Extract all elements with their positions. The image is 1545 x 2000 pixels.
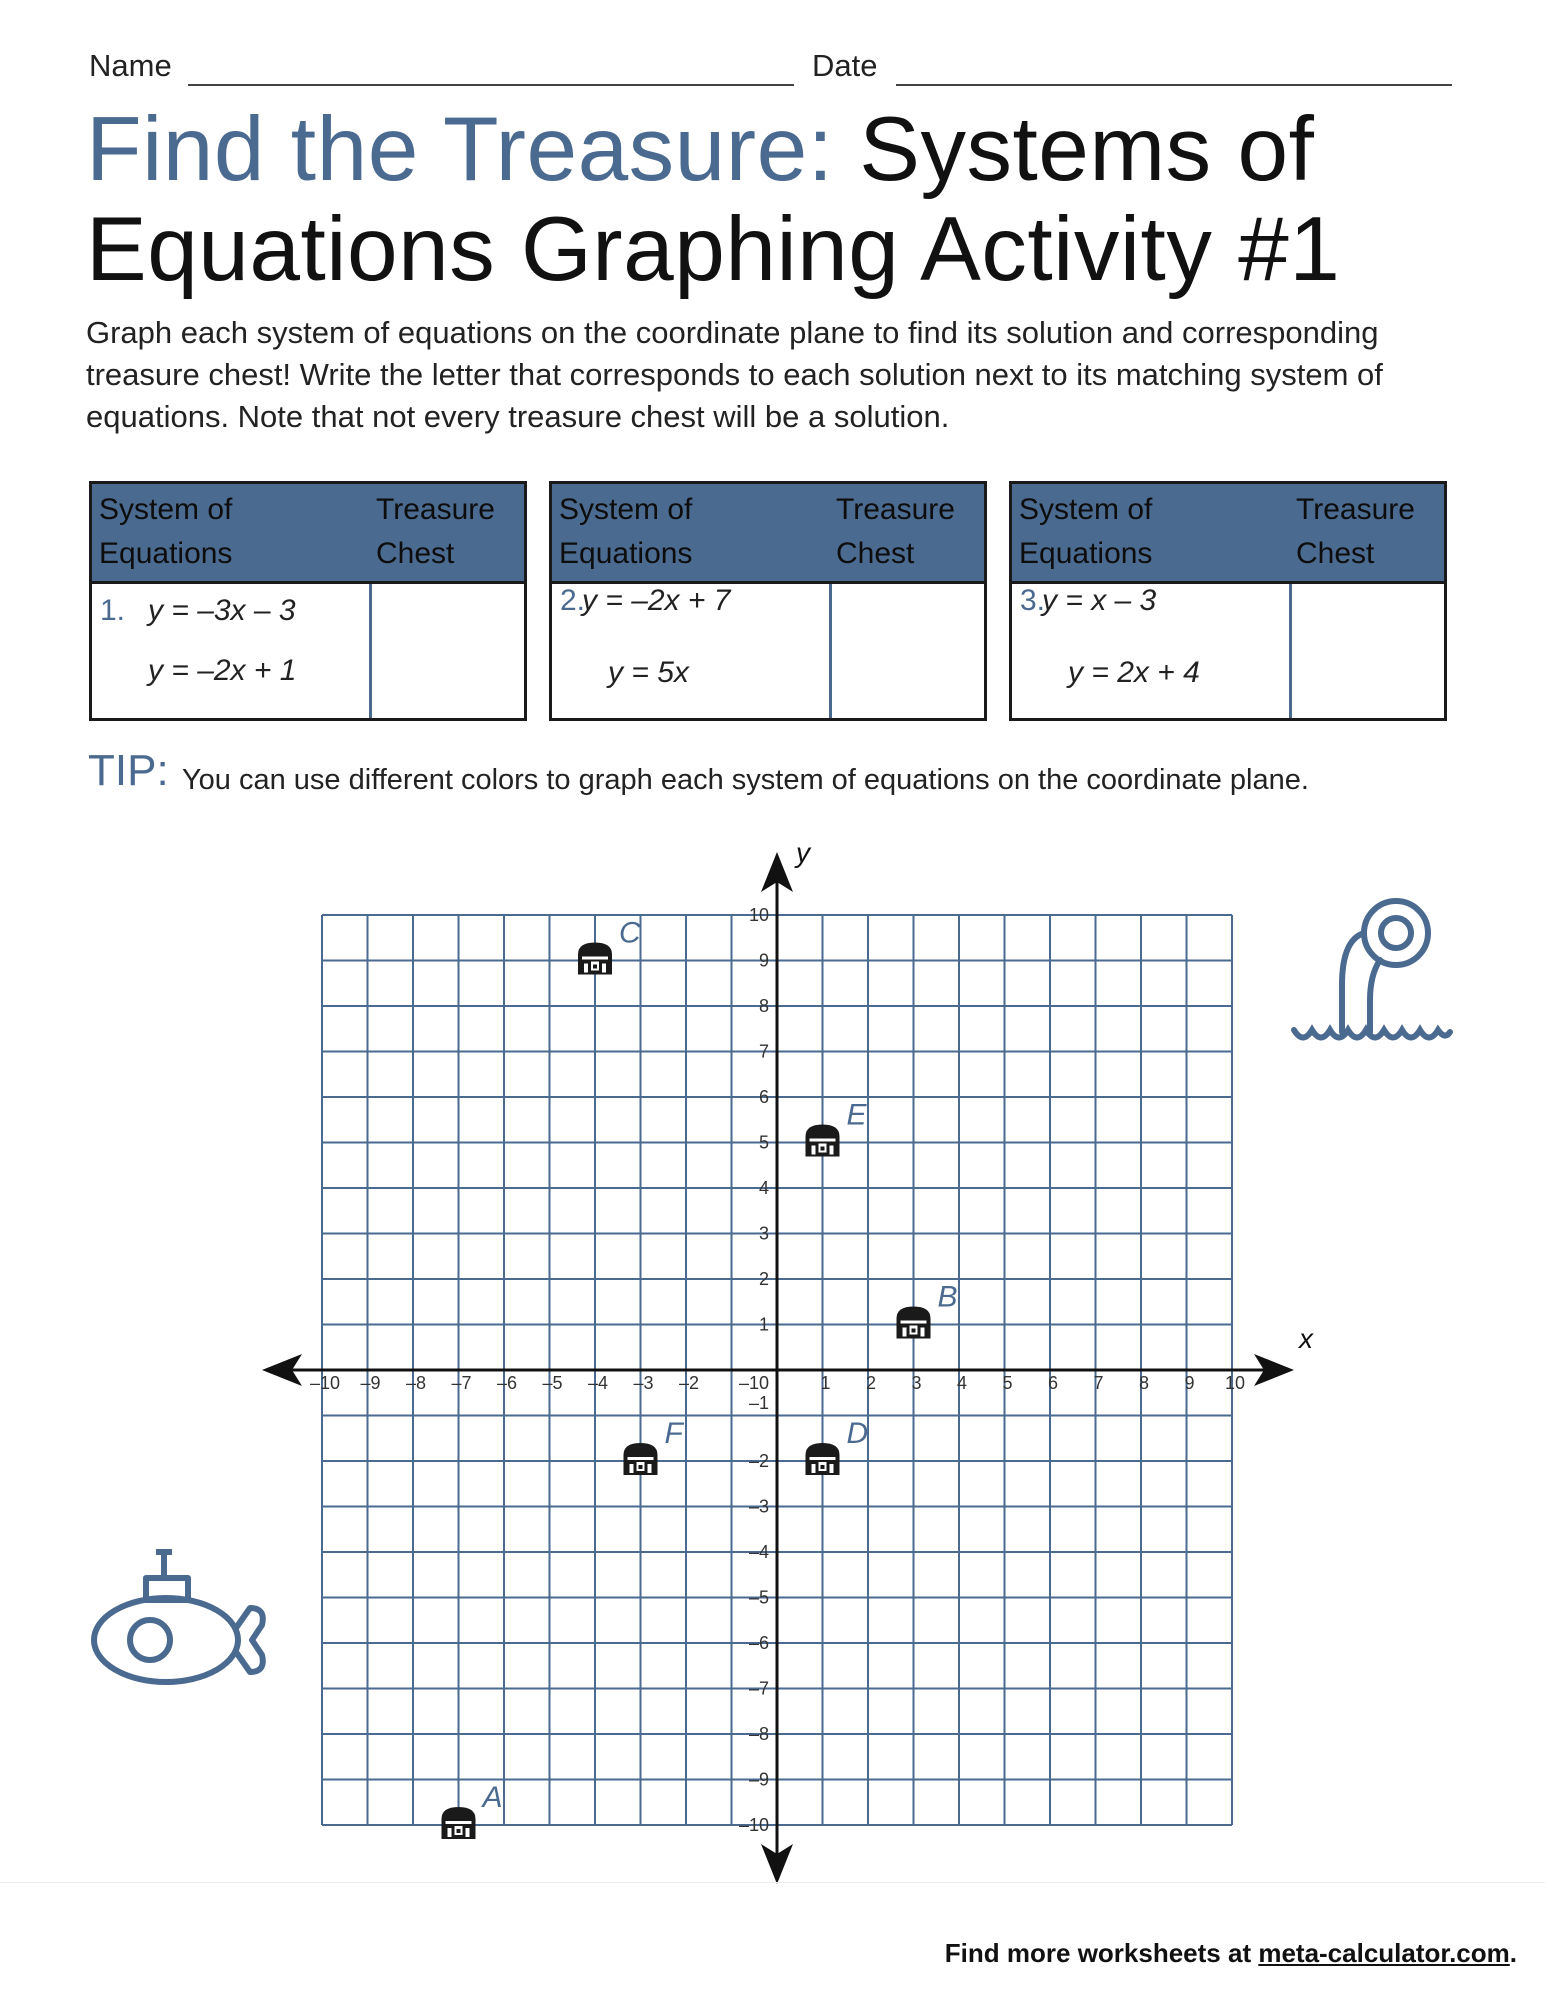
x-tick-label: 6	[1047, 1373, 1059, 1393]
treasure-chest-icon	[806, 1125, 840, 1157]
y-tick-label: 8	[758, 996, 769, 1016]
x-tick-label: 8	[1138, 1373, 1150, 1393]
chest-letter-label: E	[846, 1098, 867, 1132]
x-tick-label: –6	[496, 1373, 518, 1393]
y-tick-label: –5	[748, 1587, 769, 1608]
treasure-chest-icon	[806, 1443, 840, 1475]
y-tick-label: –6	[748, 1633, 769, 1653]
header-chest-label: Chest	[376, 537, 455, 570]
chest-letter-label: B	[937, 1280, 958, 1314]
name-label: Name	[89, 48, 172, 83]
y-tick-label: –4	[748, 1542, 769, 1562]
x-tick-label: –8	[405, 1373, 427, 1393]
footer-divider	[0, 1882, 1545, 1883]
periscope-icon	[1294, 901, 1450, 1038]
title-accent: Find the Treasure:	[86, 99, 834, 200]
equation-1: y = x – 3	[1042, 584, 1157, 617]
header-treasure-label: Treasure	[376, 493, 495, 526]
equation-1: y = –2x + 7	[582, 584, 731, 617]
header-treasure-label: Treasure	[836, 493, 955, 526]
equation-1: y = –3x – 3	[148, 594, 296, 627]
treasure-chests	[442, 917, 958, 1840]
treasure-chest-icon	[897, 1307, 931, 1339]
y-tick-label: –1	[748, 1393, 769, 1413]
header-equations-label: Equations	[559, 537, 693, 570]
y-tick-label: 9	[758, 950, 769, 971]
y-tick-label: 4	[758, 1178, 769, 1198]
x-tick-label: 10	[1224, 1373, 1246, 1393]
treasure-chest-icon	[578, 943, 612, 975]
system-number: 3.	[1020, 584, 1046, 617]
header-equations-label: Equations	[99, 537, 233, 570]
equation-2: y = 5x	[608, 656, 689, 689]
system-number: 1.	[100, 594, 126, 627]
y-tick-label: 1	[758, 1314, 769, 1335]
x-tick-label: 5	[1002, 1373, 1013, 1393]
x-tick-label: 2	[865, 1373, 877, 1393]
x-tick-label: –9	[360, 1373, 381, 1393]
equation-2: y = 2x + 4	[1068, 656, 1200, 689]
chest-letter-label: D	[846, 1417, 869, 1450]
x-tick-label: –2	[678, 1373, 700, 1393]
date-label: Date	[812, 48, 878, 83]
x-axis-label: x	[1299, 1323, 1313, 1354]
title-main: Systems of Equations Graphing Activity #1	[86, 99, 1341, 300]
footer-link[interactable]: meta-calculator.com	[1258, 1938, 1510, 1968]
x-tick-label: 1	[820, 1373, 831, 1393]
footer-suffix: .	[1509, 1938, 1517, 1968]
y-tick-label: 2	[758, 1269, 769, 1289]
x-tick-label: –4	[587, 1373, 609, 1393]
x-tick-label: 3	[911, 1373, 922, 1393]
header-system-label: System of	[559, 493, 693, 526]
header-chest-label: Chest	[1296, 537, 1375, 570]
equation-2: y = –2x + 1	[148, 654, 297, 687]
chest-letter-label: A	[482, 1781, 503, 1814]
footer-prefix: Find more worksheets at	[944, 1938, 1259, 1968]
header-equations-label: Equations	[1019, 537, 1153, 570]
x-tick-label: 7	[1093, 1373, 1104, 1393]
header-treasure-label: Treasure	[1296, 493, 1415, 526]
x-tick-label: –10	[309, 1373, 341, 1393]
header-chest-label: Chest	[836, 537, 915, 570]
y-tick-label: 3	[758, 1223, 769, 1244]
y-tick-label: –8	[748, 1724, 769, 1744]
treasure-chest-icon	[442, 1807, 476, 1839]
chest-letter-label: F	[664, 1417, 683, 1450]
y-tick-label: 10	[748, 905, 769, 925]
y-tick-label: –7	[748, 1678, 769, 1699]
y-tick-label: 6	[758, 1087, 769, 1107]
instructions-text: Graph each system of equations on the coordinate plane to find its solution and corresponding treasure chest! Write the letter that corresponds to each solution next to its matching system of equations. Note that not every treasure chest will be a solution.	[86, 315, 1383, 434]
tip-label: TIP:	[88, 746, 169, 795]
x-tick-label: 4	[956, 1373, 968, 1393]
system-number: 2.	[560, 584, 586, 617]
y-tick-label: –10	[738, 1815, 769, 1835]
submarine-icon	[94, 1550, 263, 1682]
tip-text: You can use different colors to graph each system of equations on the coordinate plane.	[182, 764, 1309, 796]
y-tick-label: 5	[758, 1132, 769, 1153]
y-tick-label: –9	[748, 1769, 769, 1790]
y-tick-label: –10	[738, 1373, 769, 1393]
footer-text	[945, 1938, 1517, 1969]
x-tick-label: 9	[1184, 1373, 1195, 1393]
y-tick-label: –3	[748, 1496, 769, 1517]
treasure-chest-icon	[624, 1443, 658, 1475]
y-tick-label: 7	[758, 1041, 769, 1062]
x-tick-label: –3	[633, 1373, 654, 1393]
header-system-label: System of	[1019, 493, 1153, 526]
y-tick-label: –2	[748, 1451, 769, 1471]
x-tick-label: –5	[542, 1373, 563, 1393]
chest-letter-label: C	[619, 916, 641, 950]
x-tick-label: –7	[451, 1373, 472, 1393]
y-axis-label: y	[796, 837, 810, 868]
header-system-label: System of	[99, 493, 233, 526]
